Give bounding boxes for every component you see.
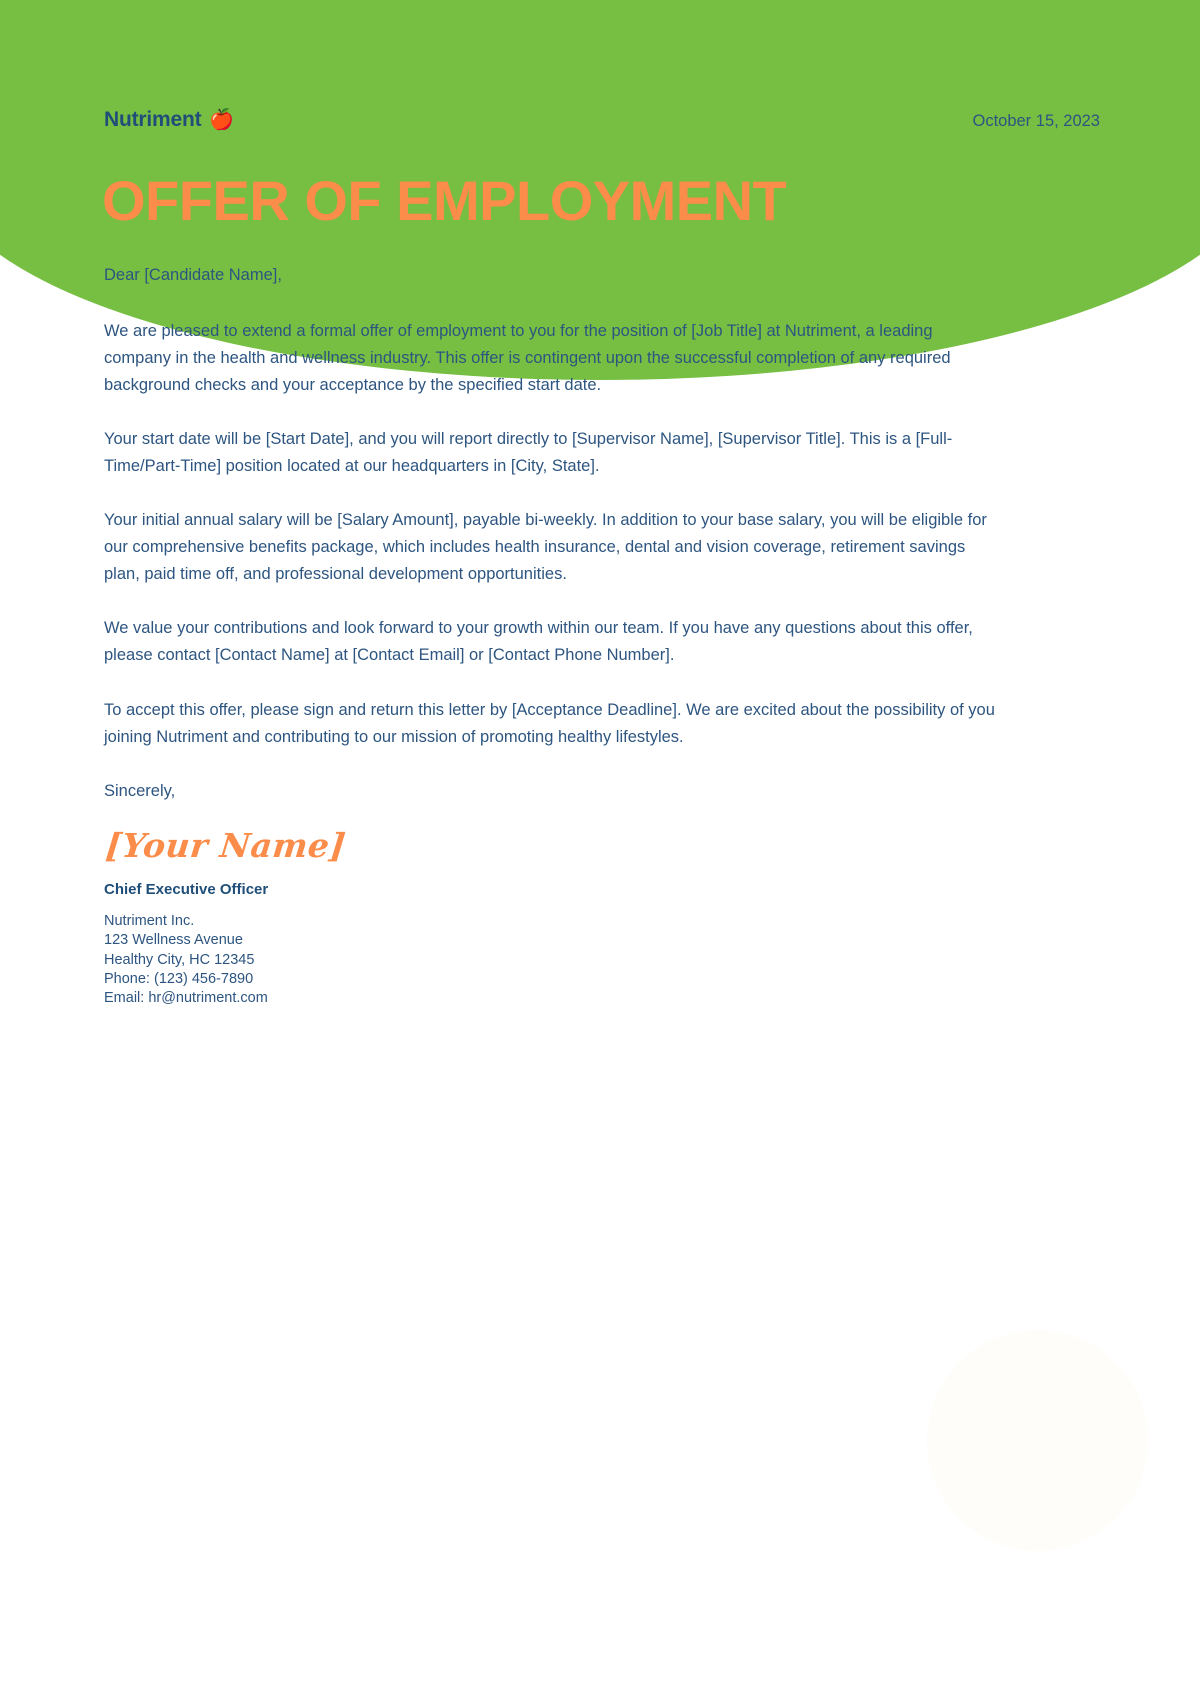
contact-details xyxy=(104,912,624,1008)
signature-block xyxy=(104,828,624,1008)
paragraph-5: To accept this offer, please sign and return this letter by [Acceptance Deadline]. We are excited about the possibility of you joining Nutriment and contributing to our mission of promoting healthy lifestyles. xyxy=(104,700,995,746)
paragraph-1: We are pleased to extend a formal offer of employment to you for the position of [Job Title] at Nutriment, a leading company in the health and wellness industry. This offer is contingent upon the successful completion of any required background checks and your acceptance by the specified start date. xyxy=(104,322,951,395)
letterhead xyxy=(104,108,1100,132)
paragraph-3: Your initial annual salary will be [Salary Amount], payable bi-weekly. In addition to your base salary, you will be eligible for our comprehensive benefits package, which includes health insurance, dental and vision coverage, retirement savings plan, paid time off, and professional development opportunities. xyxy=(104,511,987,584)
contact-street: 123 Wellness Avenue xyxy=(104,932,243,949)
page-title: OFFER OF EMPLOYMENT xyxy=(102,169,787,232)
contact-email: Email: hr@nutriment.com xyxy=(104,989,268,1006)
signature-name: [Your Name] xyxy=(103,826,348,865)
paragraph-4: We value your contributions and look forward to your growth within our team. If you have any questions about this offer, please contact [Contact Name] at [Contact Email] or [Contact Phone Number]. xyxy=(104,619,973,665)
apple-icon: 🍎 xyxy=(209,109,235,131)
salutation: Dear [Candidate Name], xyxy=(104,266,282,284)
paragraph-2: Your start date will be [Start Date], and you will report directly to [Supervisor Name], [Supervisor Title]. This is a [Full-Time/Part-Time] position located at our headquarters in [City, State]. xyxy=(104,430,953,476)
closing-line: Sincerely, xyxy=(104,781,176,800)
contact-company: Nutriment Inc. xyxy=(104,913,195,930)
contact-city-state-zip: Healthy City, HC 12345 xyxy=(104,951,255,968)
contact-phone: Phone: (123) 456-7890 xyxy=(104,970,254,987)
signer-title: Chief Executive Officer xyxy=(104,881,269,899)
letter-date: October 15, 2023 xyxy=(972,112,1100,130)
brand-name: Nutriment xyxy=(104,108,202,131)
brand-logo xyxy=(104,108,234,132)
letter-body xyxy=(104,262,1004,805)
